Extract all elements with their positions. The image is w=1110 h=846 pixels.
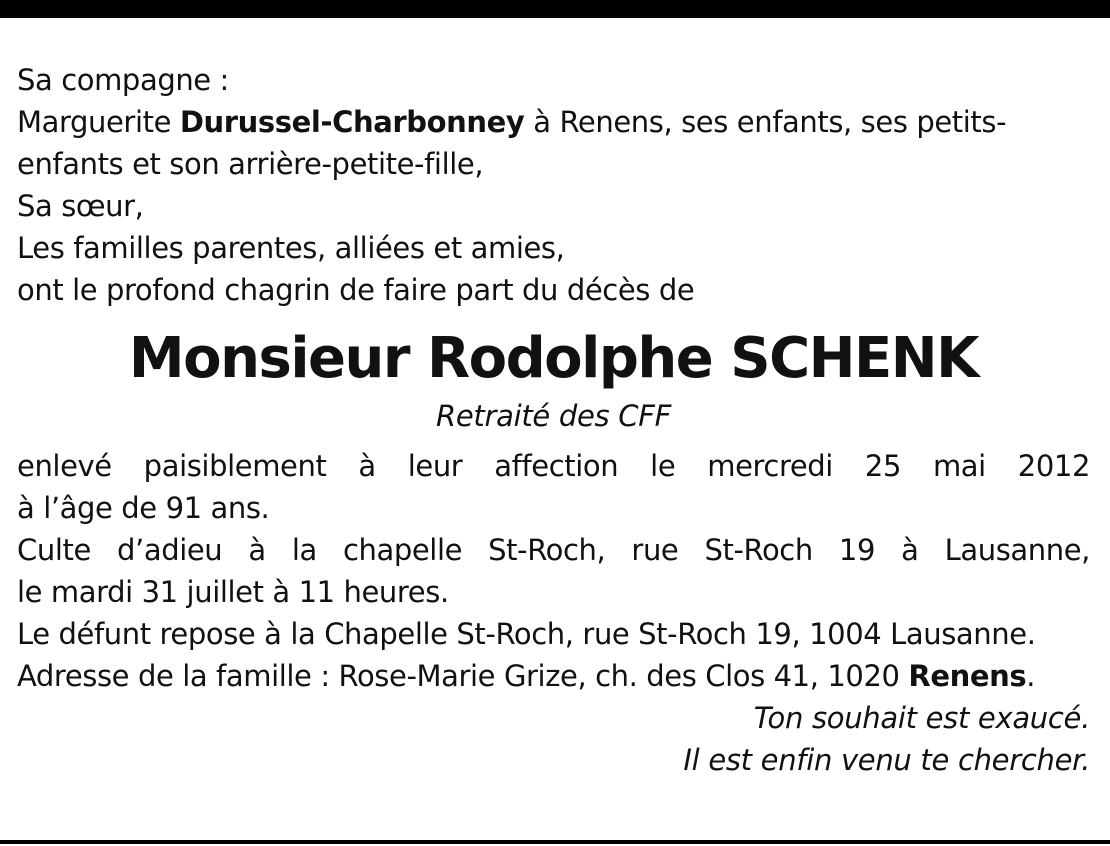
address-text: Adresse de la famille : Rose-Marie Grize, ch. des Clos 41, 1020 (17, 659, 900, 693)
passing-line: enlevé paisiblement à leur affection le mercredi 25 mai 2012 (17, 449, 1090, 483)
address-city: Renens (908, 659, 1027, 693)
obituary-notice (17, 59, 1090, 781)
companion-intro: Sa compagne : (17, 63, 229, 97)
bottom-border-rule (0, 840, 1110, 844)
age-line: à l’âge de 91 ans. (17, 491, 270, 525)
announcement-line: ont le profond chagrin de faire part du décès de (17, 273, 695, 307)
address-end: . (1026, 659, 1036, 693)
companion-line (17, 101, 1090, 143)
deceased-block (17, 323, 1090, 437)
closing-verse-line-1: Ton souhait est exaucé. (753, 701, 1090, 735)
top-border-rule (0, 0, 1110, 18)
family-address-line (17, 655, 1090, 697)
relatives-line: Les familles parentes, alliées et amies, (17, 231, 565, 265)
service-date-line: le mardi 31 juillet à 11 heures. (17, 575, 449, 609)
companion-first-name: Marguerite (17, 105, 172, 139)
service-line: Culte d’adieu à la chapelle St-Roch, rue St-Roch 19 à Lausanne, (17, 533, 1090, 567)
descendants-line: enfants et son arrière-petite-fille, (17, 147, 484, 181)
repose-line: Le défunt repose à la Chapelle St-Roch, rue St-Roch 19, 1004 Lausanne. (17, 617, 1036, 651)
companion-rest: à Renens, ses enfants, ses petits- (533, 105, 1007, 139)
closing-verse-line-2: Il est enfin venu te chercher. (683, 743, 1090, 777)
sister-line: Sa sœur, (17, 189, 144, 223)
companion-surname: Durussel-Charbonney (179, 105, 525, 139)
deceased-role: Retraité des CFF (436, 399, 671, 433)
deceased-name: Monsieur Rodolphe SCHENK (128, 326, 979, 391)
